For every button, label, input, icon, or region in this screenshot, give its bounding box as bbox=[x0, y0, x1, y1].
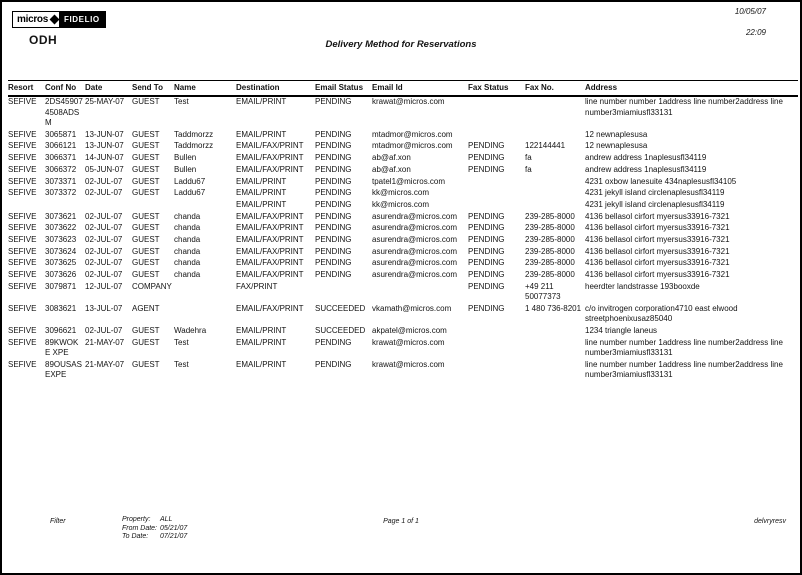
table-cell: PENDING bbox=[315, 188, 352, 198]
table-cell: EMAIL/PRINT bbox=[236, 337, 287, 347]
table-cell: Test bbox=[174, 359, 189, 369]
table-cell: EMAIL/FAX/PRINT bbox=[236, 234, 304, 244]
column-header: Email Status bbox=[315, 81, 372, 96]
table-cell: asurendra@micros.com bbox=[372, 246, 458, 256]
table-cell: akpatel@micros.com bbox=[372, 326, 447, 336]
table-cell: asurendra@micros.com bbox=[372, 211, 458, 221]
table-cell: SEFIVE bbox=[8, 270, 37, 280]
table-cell: GUEST bbox=[132, 270, 160, 280]
table-cell: line number number 1address line number2address line number3miamiusfl33131 bbox=[585, 359, 783, 380]
table-cell: SEFIVE bbox=[8, 141, 37, 151]
table-cell bbox=[525, 326, 585, 338]
report-code: ODH bbox=[29, 33, 58, 47]
table-cell: GUEST bbox=[132, 141, 160, 151]
table-cell: GUEST bbox=[132, 359, 160, 369]
table-cell: 13-JUL-07 bbox=[85, 303, 123, 313]
table-cell: fa bbox=[525, 153, 532, 163]
table-cell: EMAIL/FAX/PRINT bbox=[236, 141, 304, 151]
report-title: Delivery Method for Reservations bbox=[325, 39, 477, 50]
table-cell: EMAIL/FAX/PRINT bbox=[236, 303, 304, 313]
table-cell bbox=[468, 176, 525, 188]
table-cell: PENDING bbox=[315, 337, 352, 347]
table-cell: 239-285-8000 bbox=[525, 246, 575, 256]
table-cell: EMAIL/FAX/PRINT bbox=[236, 164, 304, 174]
table-cell: SUCCEEDED bbox=[315, 303, 366, 313]
table-cell: EMAIL/FAX/PRINT bbox=[236, 153, 304, 163]
table-cell: 4136 bellasol cirfort myersus33916-7321 bbox=[585, 234, 730, 244]
table-cell: 3073626 bbox=[45, 270, 77, 280]
table-cell: PENDING bbox=[315, 199, 352, 209]
table-cell: 02-JUL-07 bbox=[85, 223, 123, 233]
table-cell: krawat@micros.com bbox=[372, 359, 445, 369]
filter-from-date: From Date: 05/21/07 bbox=[122, 524, 188, 532]
table-cell: line number number 1address line number2address line number3miamiusfl33131 bbox=[585, 337, 783, 358]
report-header bbox=[2, 2, 800, 80]
table-cell bbox=[525, 176, 585, 188]
table-cell bbox=[372, 281, 468, 303]
table-cell: 14-JUN-07 bbox=[85, 153, 124, 163]
table-cell: Bullen bbox=[174, 153, 197, 163]
table-cell: EMAIL/FAX/PRINT bbox=[236, 270, 304, 280]
table-cell: 4136 bellasol cirfort myersus33916-7321 bbox=[585, 246, 730, 256]
table-cell: SEFIVE bbox=[8, 258, 37, 268]
table-cell: mtadmor@micros.com bbox=[372, 141, 453, 151]
table-cell: fa bbox=[525, 164, 532, 174]
table-cell: EMAIL/PRINT bbox=[236, 359, 287, 369]
table-cell: line number number 1address line number2address line number3miamiusfl33131 bbox=[585, 97, 783, 117]
table-cell: 3073624 bbox=[45, 246, 77, 256]
table-cell: 3065871 bbox=[45, 129, 77, 139]
table-cell: EMAIL/PRINT bbox=[236, 326, 287, 336]
table-cell: Test bbox=[174, 97, 189, 107]
table-cell: PENDING bbox=[468, 141, 505, 151]
table-cell: EMAIL/PRINT bbox=[236, 176, 287, 186]
table-cell: PENDING bbox=[315, 270, 352, 280]
table-cell: PENDING bbox=[315, 153, 352, 163]
table-cell: GUEST bbox=[132, 258, 160, 268]
table-cell: EMAIL/FAX/PRINT bbox=[236, 246, 304, 256]
table-cell: PENDING bbox=[315, 164, 352, 174]
table-cell: SEFIVE bbox=[8, 176, 37, 186]
table-cell: 02-JUL-07 bbox=[85, 176, 123, 186]
table-cell: 02-JUL-07 bbox=[85, 246, 123, 256]
table-cell: 4231 oxbow lanesuite 434naplesusfl34105 bbox=[585, 176, 737, 186]
table-row bbox=[8, 281, 798, 303]
table-cell: EMAIL/PRINT bbox=[236, 97, 287, 107]
table-cell: 3073623 bbox=[45, 234, 77, 244]
table-cell: ab@af.xon bbox=[372, 153, 411, 163]
table-cell: SUCCEEDED bbox=[315, 326, 366, 336]
table-cell: asurendra@micros.com bbox=[372, 234, 458, 244]
table-cell: PENDING bbox=[468, 164, 505, 174]
table-cell bbox=[468, 326, 525, 338]
table-cell: chanda bbox=[174, 246, 201, 256]
table-cell: 3073622 bbox=[45, 223, 77, 233]
table-cell: SEFIVE bbox=[8, 211, 37, 221]
table-cell bbox=[468, 199, 525, 211]
table-row bbox=[8, 359, 798, 381]
table-cell: GUEST bbox=[132, 153, 160, 163]
table-cell: kk@micros.com bbox=[372, 188, 430, 198]
table-cell: 05-JUN-07 bbox=[85, 164, 124, 174]
table-cell: GUEST bbox=[132, 326, 160, 336]
table-cell: FAX/PRINT bbox=[236, 281, 278, 291]
table-cell: 89OUSAS EXPE bbox=[45, 359, 82, 380]
table-cell bbox=[525, 359, 585, 381]
column-header: Resort bbox=[8, 81, 45, 96]
table-cell: Taddmorzz bbox=[174, 129, 214, 139]
report-time: 22:09 bbox=[745, 28, 766, 37]
table-cell: GUEST bbox=[132, 234, 160, 244]
table-cell: 12 newnaplesusa bbox=[585, 129, 648, 139]
table-cell: EMAIL/FAX/PRINT bbox=[236, 211, 304, 221]
table-cell: 4231 jekyll island circlenaplesusfl34119 bbox=[585, 199, 725, 209]
table-cell: EMAIL/PRINT bbox=[236, 199, 287, 209]
table-cell: 02-JUL-07 bbox=[85, 326, 123, 336]
micros-fidelio-logo bbox=[12, 11, 106, 28]
table-cell bbox=[525, 199, 585, 211]
table-cell: PENDING bbox=[468, 211, 505, 221]
column-header: Fax Status bbox=[468, 81, 525, 96]
table-cell: 3066372 bbox=[45, 164, 77, 174]
table-cell: COMPANY bbox=[132, 281, 172, 291]
table-cell bbox=[468, 188, 525, 200]
column-header: Destination bbox=[236, 81, 315, 96]
table-cell: GUEST bbox=[132, 337, 160, 347]
table-cell: PENDING bbox=[468, 246, 505, 256]
table-row bbox=[8, 303, 798, 325]
column-header: Email Id bbox=[372, 81, 468, 96]
table-cell: SEFIVE bbox=[8, 223, 37, 233]
table-cell: PENDING bbox=[468, 258, 505, 268]
table-cell: 239-285-8000 bbox=[525, 234, 575, 244]
table-row bbox=[8, 269, 798, 281]
table-row bbox=[8, 188, 798, 200]
table-cell bbox=[468, 129, 525, 141]
table-cell: 4136 bellasol cirfort myersus33916-7321 bbox=[585, 258, 730, 268]
table-cell: SEFIVE bbox=[8, 337, 37, 347]
table-cell: PENDING bbox=[315, 176, 352, 186]
table-cell bbox=[8, 199, 45, 211]
table-cell: Laddu67 bbox=[174, 188, 206, 198]
table-cell: 3073621 bbox=[45, 211, 77, 221]
table-cell bbox=[174, 281, 236, 303]
table-cell bbox=[525, 96, 585, 130]
table-cell: SEFIVE bbox=[8, 188, 37, 198]
table-cell bbox=[525, 129, 585, 141]
table-cell: andrew address 1naplesusfl34119 bbox=[585, 153, 707, 163]
table-cell: SEFIVE bbox=[8, 153, 37, 163]
table-cell: 13-JUN-07 bbox=[85, 129, 124, 139]
table-cell: chanda bbox=[174, 270, 201, 280]
table-cell bbox=[45, 199, 85, 211]
table-cell: 239-285-8000 bbox=[525, 270, 575, 280]
table-cell: 3073372 bbox=[45, 188, 77, 198]
column-header: Conf No bbox=[45, 81, 85, 96]
table-cell: asurendra@micros.com bbox=[372, 270, 458, 280]
table-cell: 3079871 bbox=[45, 281, 77, 291]
table-cell: 1234 triangle laneus bbox=[585, 326, 658, 336]
table-cell: EMAIL/PRINT bbox=[236, 129, 287, 139]
table-cell: EMAIL/FAX/PRINT bbox=[236, 223, 304, 233]
table-row bbox=[8, 211, 798, 223]
table-cell: 3073625 bbox=[45, 258, 77, 268]
table-cell bbox=[525, 188, 585, 200]
filter-to-date: To Date: 07/21/07 bbox=[122, 533, 188, 540]
table-cell: SEFIVE bbox=[8, 234, 37, 244]
table-cell: Laddu67 bbox=[174, 176, 206, 186]
table-cell: Taddmorzz bbox=[174, 141, 214, 151]
table-cell bbox=[468, 337, 525, 359]
table-cell: vkamath@micros.com bbox=[372, 303, 452, 313]
table-cell: 02-JUL-07 bbox=[85, 211, 123, 221]
table-cell: 02-JUL-07 bbox=[85, 234, 123, 244]
table-cell: andrew address 1naplesusfl34119 bbox=[585, 164, 707, 174]
table-cell: 239-285-8000 bbox=[525, 258, 575, 268]
table-cell: 4231 jekyll island circlenaplesusfl34119 bbox=[585, 188, 725, 198]
table-cell: PENDING bbox=[315, 246, 352, 256]
table-cell: GUEST bbox=[132, 176, 160, 186]
table-cell: heerdter landstrasse 193booxde bbox=[585, 281, 700, 291]
table-cell: chanda bbox=[174, 223, 201, 233]
table-cell: SEFIVE bbox=[8, 326, 37, 336]
table-row bbox=[8, 141, 798, 153]
table-row bbox=[8, 258, 798, 270]
table-row bbox=[8, 234, 798, 246]
table-cell: 3073371 bbox=[45, 176, 77, 186]
table-cell: GUEST bbox=[132, 129, 160, 139]
filter-label: Filter bbox=[50, 518, 66, 525]
logo-micros-text: micros bbox=[13, 12, 50, 27]
page-indicator: Page 1 of 1 bbox=[383, 518, 419, 525]
table-row bbox=[8, 337, 798, 359]
column-header: Send To bbox=[132, 81, 174, 96]
table-cell: PENDING bbox=[315, 211, 352, 221]
table-cell: mtadmor@micros.com bbox=[372, 129, 453, 139]
table-cell: 13-JUN-07 bbox=[85, 141, 124, 151]
table-cell bbox=[174, 199, 236, 211]
table-cell: PENDING bbox=[468, 153, 505, 163]
table-cell: 122144441 bbox=[525, 141, 566, 151]
table-cell: +49 211 50077373 bbox=[525, 281, 561, 302]
column-header: Date bbox=[85, 81, 132, 96]
table-cell: GUEST bbox=[132, 211, 160, 221]
table-cell: c/o invitrogen corporation4710 east elwood streetphoenixusaz85040 bbox=[585, 303, 738, 324]
table-cell: 3066371 bbox=[45, 153, 77, 163]
table-cell: 25-MAY-07 bbox=[85, 97, 125, 107]
table-cell: AGENT bbox=[132, 303, 160, 313]
table-cell: asurendra@micros.com bbox=[372, 223, 458, 233]
filter-property: Property: ALL bbox=[122, 516, 173, 523]
table-cell: PENDING bbox=[468, 303, 505, 313]
table-cell: 02-JUL-07 bbox=[85, 270, 123, 280]
table-row bbox=[8, 246, 798, 258]
table-cell: PENDING bbox=[315, 234, 352, 244]
table-row bbox=[8, 129, 798, 141]
table-cell: krawat@micros.com bbox=[372, 97, 445, 107]
table-cell: krawat@micros.com bbox=[372, 337, 445, 347]
table-cell: 239-285-8000 bbox=[525, 211, 575, 221]
table-cell: PENDING bbox=[468, 281, 505, 291]
table-row bbox=[8, 223, 798, 235]
column-header: Name bbox=[174, 81, 236, 96]
table-cell bbox=[132, 199, 174, 211]
table-cell: GUEST bbox=[132, 246, 160, 256]
table-cell: kk@micros.com bbox=[372, 199, 430, 209]
table-cell: chanda bbox=[174, 234, 201, 244]
report-datetime bbox=[735, 7, 766, 37]
report-id: delvryresv bbox=[754, 518, 786, 525]
table-cell: 4136 bellasol cirfort myersus33916-7321 bbox=[585, 223, 730, 233]
table-cell: Test bbox=[174, 337, 189, 347]
table-cell: SEFIVE bbox=[8, 359, 37, 369]
table-cell: 12-JUL-07 bbox=[85, 281, 123, 291]
table-row bbox=[8, 326, 798, 338]
table-cell: GUEST bbox=[132, 97, 160, 107]
table-cell: chanda bbox=[174, 258, 201, 268]
table-cell: 1 480 736-8201 bbox=[525, 303, 582, 313]
table-cell: SEFIVE bbox=[8, 97, 37, 107]
reservations-table bbox=[8, 80, 798, 382]
table-cell: 3096621 bbox=[45, 326, 77, 336]
table-cell: 12 newnaplesusa bbox=[585, 141, 648, 151]
table-cell: GUEST bbox=[132, 164, 160, 174]
table-cell: ab@af.xon bbox=[372, 164, 411, 174]
table-cell: 4136 bellasol cirfort myersus33916-7321 bbox=[585, 270, 730, 280]
table-cell: PENDING bbox=[315, 359, 352, 369]
table-cell bbox=[525, 337, 585, 359]
table-row bbox=[8, 164, 798, 176]
table-cell: 89KWOKE XPE bbox=[45, 337, 79, 358]
table-cell: 02-JUL-07 bbox=[85, 258, 123, 268]
table-cell bbox=[85, 199, 132, 211]
table-cell: 21-MAY-07 bbox=[85, 337, 125, 347]
column-header: Fax No. bbox=[525, 81, 585, 96]
table-cell: GUEST bbox=[132, 223, 160, 233]
table-cell: PENDING bbox=[315, 258, 352, 268]
table-cell: tpatel1@micros.com bbox=[372, 176, 446, 186]
table-cell: 239-285-8000 bbox=[525, 223, 575, 233]
table-cell: 4136 bellasol cirfort myersus33916-7321 bbox=[585, 211, 730, 221]
table-cell: SEFIVE bbox=[8, 246, 37, 256]
table-cell: SEFIVE bbox=[8, 164, 37, 174]
table-cell: PENDING bbox=[468, 223, 505, 233]
table-cell: PENDING bbox=[315, 223, 352, 233]
table-cell: SEFIVE bbox=[8, 281, 37, 291]
table-cell: SEFIVE bbox=[8, 129, 37, 139]
table-cell: 21-MAY-07 bbox=[85, 359, 125, 369]
table-cell: 02-JUL-07 bbox=[85, 188, 123, 198]
table-cell: EMAIL/FAX/PRINT bbox=[236, 258, 304, 268]
table-row bbox=[8, 176, 798, 188]
table-cell: 3066121 bbox=[45, 141, 77, 151]
table-row bbox=[8, 153, 798, 165]
report-date: 10/05/07 bbox=[734, 7, 766, 16]
table-cell: SEFIVE bbox=[8, 303, 37, 313]
table-cell: chanda bbox=[174, 211, 201, 221]
table-cell bbox=[468, 96, 525, 130]
table-cell: PENDING bbox=[468, 270, 505, 280]
table-cell: 3083621 bbox=[45, 303, 77, 313]
table-cell: PENDING bbox=[315, 141, 352, 151]
table-cell: PENDING bbox=[468, 234, 505, 244]
diamond-icon bbox=[50, 12, 59, 27]
table-row bbox=[8, 199, 798, 211]
table-cell: 2DS45907 4508ADSM bbox=[45, 97, 83, 128]
table-cell: Wadehra bbox=[174, 326, 207, 336]
table-cell: PENDING bbox=[315, 129, 352, 139]
table-body bbox=[8, 96, 798, 382]
table-header-row bbox=[8, 81, 798, 96]
table-row bbox=[8, 96, 798, 130]
table-cell: EMAIL/PRINT bbox=[236, 188, 287, 198]
table-cell bbox=[315, 281, 372, 303]
logo-fidelio-text: FIDELIO bbox=[59, 12, 105, 27]
table-cell: GUEST bbox=[132, 188, 160, 198]
column-header: Address bbox=[585, 81, 798, 96]
table-cell: Bullen bbox=[174, 164, 197, 174]
table-cell: PENDING bbox=[315, 97, 352, 107]
table-cell: asurendra@micros.com bbox=[372, 258, 458, 268]
table-cell bbox=[174, 303, 236, 325]
table-cell bbox=[468, 359, 525, 381]
